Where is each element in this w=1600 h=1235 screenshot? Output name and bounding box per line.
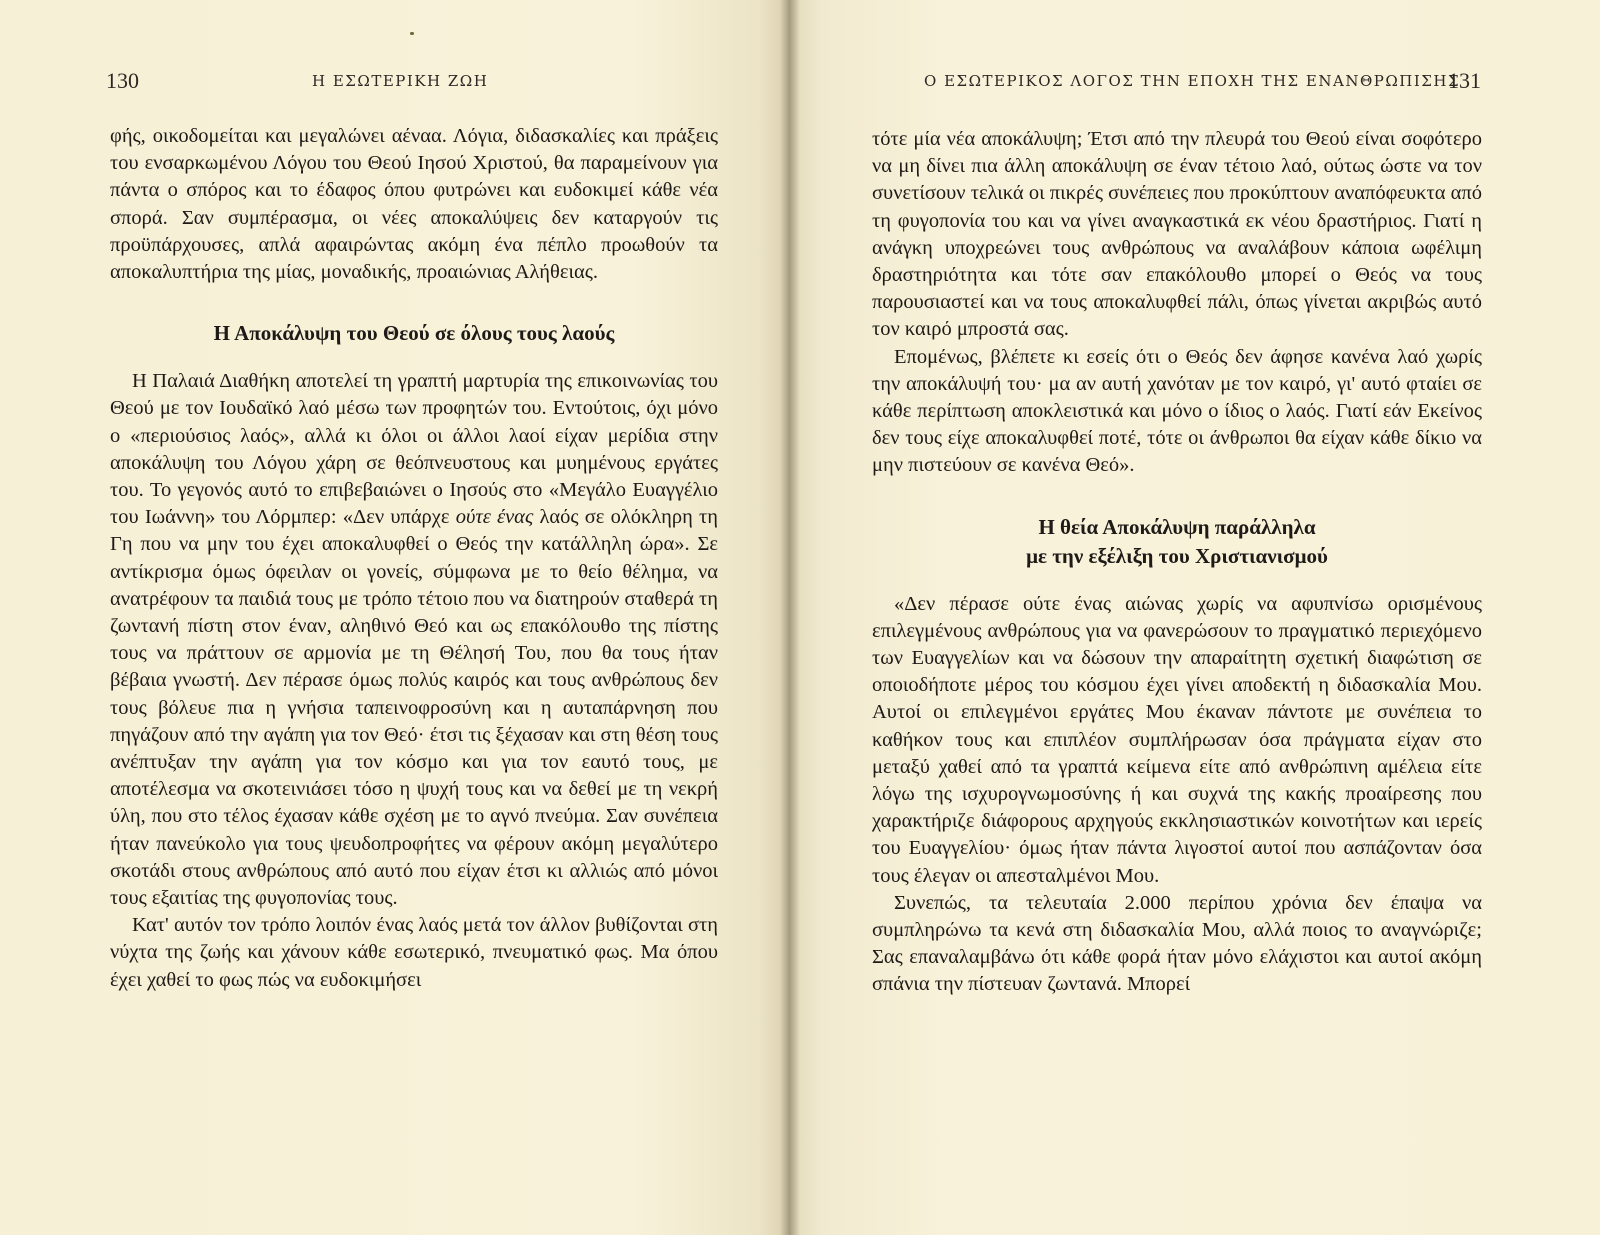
- right-opening-paragraph: τότε μία νέα αποκάλυψη; Έτσι από την πλευρά του Θεού είναι σοφότερο να μη δίνει πια άλλη αποκάλυψη σε έναν τέτοιο λαό, ούτως ώστε να τον συνετίσουν τελικά οι πικρές συνέπειες που προκύπτουν αναπόφευκτα από τη φυγοπονία του και να γίνει αναγκαστικά εκ νέου δραστήριος. Γιατί η ανάγκη υποχρεώνει τους ανθρώπους να αναλάβουν κάποια ωφέλιμη δραστηριότητα και τότε σαν επακόλουθο μπορεί ο Θεός να τους παρουσιαστεί και να τους αποκαλυφθεί πάλι, όπως γίνεται ακριβώς αυτό τον καιρό μπροστά σας.: [872, 128, 1482, 341]
- left-page: [0, 0, 790, 1235]
- left-section-heading: Η Αποκάλυψη του Θεού σε όλους τους λαούς: [213, 321, 615, 346]
- right-page: [790, 0, 1600, 1235]
- right-section-heading-line-2: με την εξέλιξη του Χριστιανισμού: [1026, 543, 1328, 568]
- right-page-number: 131: [1448, 68, 1481, 93]
- book-gutter: [780, 0, 800, 1235]
- right-paragraph-3: «Δεν πέρασε ούτε ένας αιώνας χωρίς να αφυπνίσω ορισμένους επιλεγμένους ανθρώπους για να φανερώσουν το πραγματικό περιεχόμενο των Ευαγγελίων και να δώσουν την απαραίτητη σχετική διαφώτιση σε οποιοδήποτε μέρος του κόσμου έχει γίνει αποδεκτή η διδασκαλία Μου. Αυτοί οι επιλεγμένοι εργάτες Μου έκαναν πάντοτε με συνέπεια το καθήκον τους και επιπλέον συμπλήρωσαν όσα πράγματα είχαν στο μεταξύ χαθεί από τα γραπτά κείμενα είτε από ανθρώπινη αμέλεια είτε λόγω της ισχυρογνωμοσύνης ή και συχνά της κακής προαίρεσης που χαρακτήριζε διάφορους αρχηγούς εκκλησιαστικών κοινοτήτων και ιερείς του Ευαγγελίου· όμως ήταν πάντα λιγοστοί αυτοί που ασπάζονταν όσα τους έλεγαν οι απεσταλμένοι Μου.: [872, 592, 1482, 887]
- left-paragraph-2-italic: ούτε ένας: [455, 506, 534, 529]
- right-paragraph-4: Συνεπώς, τα τελευταία 2.000 περίπου χρόνια δεν έπαψα να συμπληρώνω τα κενά στη διδασκαλία Μου, αλλά ποιος το αναγνώριζε; Σας επαναλαμβάνω ότι κάθε φορά ήταν μόνο ελάχιστοι και αυτοί ακόμη σπάνια την πίστευαν ζωντανά. Μπορεί: [872, 891, 1482, 996]
- left-page-number: 130: [106, 68, 139, 93]
- paper-speck: [410, 32, 414, 35]
- right-paragraph-2: Επομένως, βλέπετε κι εσείς ότι ο Θεός δεν άφησε κανένα λαό χωρίς την αποκάλυψή του· μα αν αυτή χανόταν με τον καιρό, γι' αυτό φταίει σε κάθε περίπτωση αποκλειστικά και μόνο ο ίδιος ο λαός. Γιατί εάν Εκείνος δεν τους είχε αποκαλυφθεί ποτέ, τότε οι άνθρωποι θα είχαν κάθε δίκιο να μην πιστεύουν σε κανένα Θεό».: [872, 345, 1482, 477]
- left-opening-paragraph: φής, οικοδομείται και μεγαλώνει αέναα. Λόγια, διδασκαλίες και πράξεις του ενσαρκωμένου Λόγου του Θεού Ιησού Χριστού, θα παραμείνουν για πάντα ο σπόρος και το έδαφος όπου φυτρώνει και ευδοκιμεί κάθε νέα σπορά. Σαν συμπέρασμα, οι νέες αποκαλύψεις δεν καταργούν τις προϋπάρχουσες, απλά αφαιρώντας ακόμη ένα πέπλο προωθούν τα αποκαλυπτήρια της μίας, μοναδικής, προαιώνιας Αλήθειας.: [110, 125, 718, 284]
- right-section-heading-line-1: Η θεία Αποκάλυψη παράλληλα: [1038, 514, 1316, 539]
- left-paragraph-2-part-2: λαός σε ολόκληρη τη Γη που να μην του έχει αποκαλυφθεί ο Θεός την κατάλληλη ώρα». Σε αντίκρισμα όμως όφειλαν οι γονείς, σύμφωνα με το θείο θέλημα, να ανατρέφουν τα παιδιά τους με τρόπο τέτοιο που να διατηρούν σταθερά τη ζωντανή πίστη στον έναν, αληθινό Θεό και ως επακόλουθο της πίστης τους να πράττουν σε αρμονία με τη Θέλησή Του, που θα τους ήταν βέβαια γνωστή. Δεν πέρασε όμως πολύς καιρός και τους ανθρώπους δεν τους βόλευε πια η γνήσια ταπεινοφροσύνη και η αυταπάρνηση που πηγάζουν από την αγάπη για τον Θεό· έτσι τις ξέχασαν και στη θέση τους ανέπτυξαν την αγάπη για τον κόσμο και για τον εαυτό τους, με αποτέλεσμα να σκοτεινιάσει τόσο η ψυχή τους και να δεθεί με τη νεκρή ύλη, που στο τέλος έχασαν κάθε σχέση με το αγνό πνεύμα. Σαν συνέπεια ήταν πανεύκολο για τους ψευδοπροφήτες να φέρουν ακόμη μεγαλύτερο σκοτάδι στους ανθρώπους από αυτό που είχαν έτσι κι αλλιώς από μόνοι τους εξαιτίας της φυγοπονίας τους.: [110, 506, 718, 910]
- left-paragraph-2: [110, 368, 718, 912]
- left-body: [110, 123, 718, 994]
- left-paragraph-3: Κατ' αυτόν τον τρόπο λοιπόν ένας λαός μετά τον άλλον βυθίζονται στη νύχτα της ζωής και χάνουν κάθε εσωτερικό, πνευματικό φως. Μα όπου έχει χαθεί το φως πώς να ευδοκιμήσει: [110, 914, 718, 991]
- right-running-head: Ο ΕΣΩΤΕΡΙΚΟΣ ΛΟΓΟΣ ΤΗΝ ΕΠΟΧΗ ΤΗΣ ΕΝΑΝΘΡΩΠΙΣΗΣ: [924, 72, 1461, 90]
- left-paragraph-2-part-1: Η Παλαιά Διαθήκη αποτελεί τη γραπτή μαρτυρία της επικοινωνίας του Θεού με τον Ιουδαϊκό λαό μέσω των προφητών του. Εντούτοις, όχι μόνο ο «περιούσιος λαός», αλλά κι όλοι οι άλλοι λαοί είχαν μερίδια στην αποκάλυψη του Λόγου χάρη σε θεόπνευστους και μυημένους εργάτες του. Το γεγονός αυτό το επιβεβαιώνει ο Ιησούς στο «Μεγάλο Ευαγγέλιο του Ιωάννη» του Λόρμπερ: «Δεν υπάρχε: [110, 370, 718, 529]
- left-running-head: Η ΕΣΩΤΕΡΙΚΗ ΖΩΗ: [312, 72, 489, 90]
- right-body: [872, 126, 1482, 999]
